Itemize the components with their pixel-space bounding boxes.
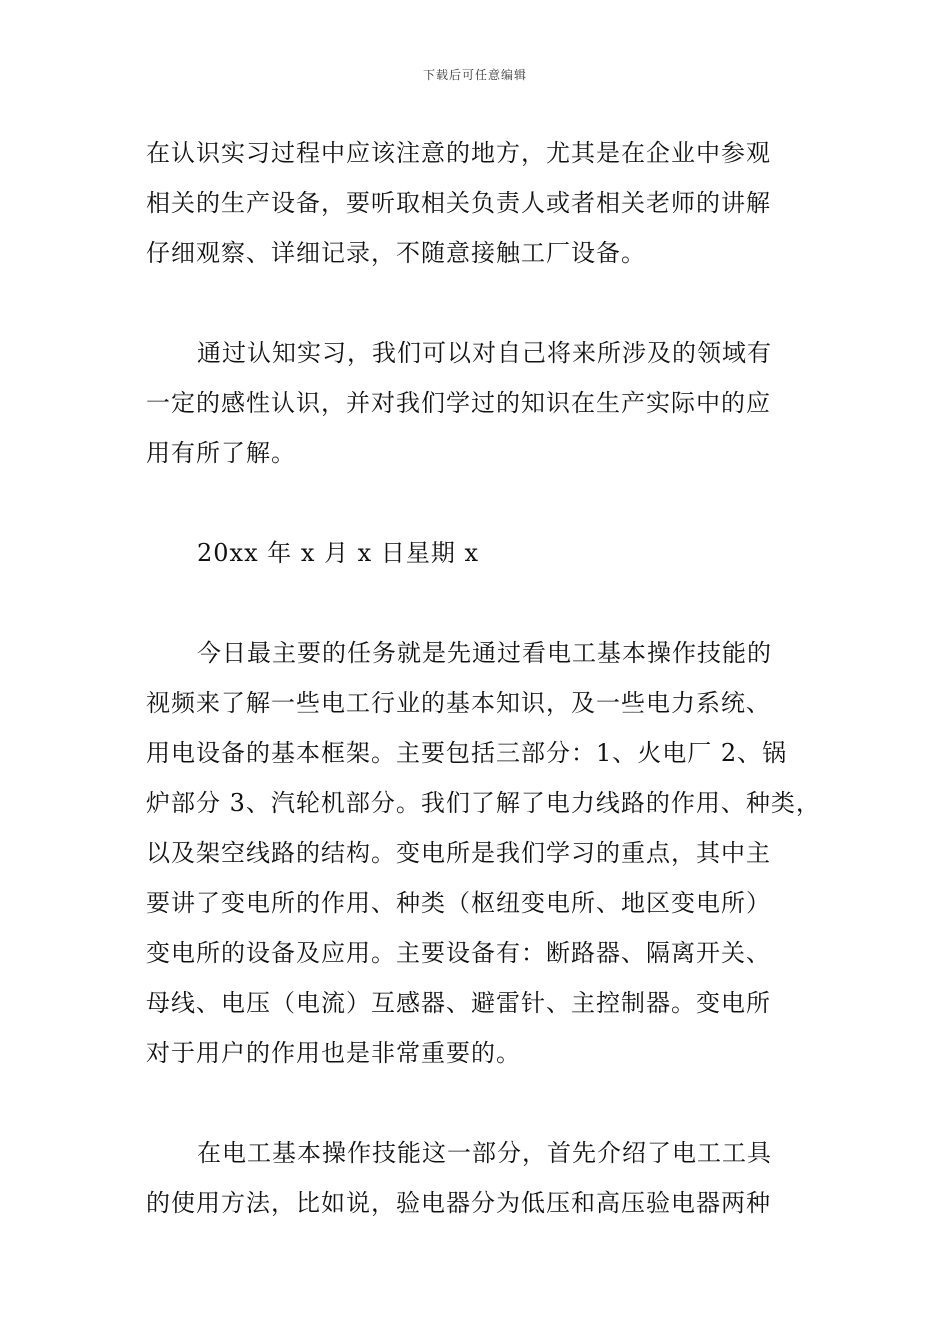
header-note: 下载后可任意编辑 — [422, 68, 527, 82]
paragraph-gap — [146, 278, 812, 328]
paragraph-line: 对于用户的作用也是非常重要的。 — [146, 1039, 521, 1067]
paragraph-1 — [146, 128, 812, 278]
paragraph-line: 以及架空线路的结构。变电所是我们学习的重点，其中主 — [146, 839, 771, 867]
paragraph-line: 用有所了解。 — [146, 439, 296, 467]
paragraph-gap — [146, 578, 812, 628]
paragraph-gap — [146, 1078, 812, 1128]
paragraph-gap — [146, 478, 812, 528]
paragraph-2 — [146, 328, 812, 478]
paragraph-line: 通过认知实习，我们可以对自己将来所涉及的领域有 — [197, 339, 772, 367]
paragraph-line: 用电设备的基本框架。主要包括三部分：1、火电厂 2、锅 — [146, 739, 788, 767]
date-line: 20xx 年 x 月 x 日星期 x — [197, 539, 479, 567]
paragraph-4 — [146, 628, 821, 1078]
paragraph-line: 母线、电压（电流）互感器、避雷针、主控制器。变电所 — [146, 989, 771, 1017]
paragraph-line: 今日最主要的任务就是先通过看电工基本操作技能的 — [197, 639, 772, 667]
paragraph-line: 在电工基本操作技能这一部分，首先介绍了电工工具 — [197, 1139, 772, 1167]
date-paragraph — [146, 528, 812, 578]
paragraph-line: 变电所的设备及应用。主要设备有：断路器、隔离开关、 — [146, 939, 771, 967]
paragraph-line: 视频来了解一些电工行业的基本知识，及一些电力系统、 — [146, 689, 771, 717]
document-body — [146, 128, 821, 1228]
paragraph-line: 仔细观察、详细记录，不随意接触工厂设备。 — [146, 239, 646, 267]
paragraph-line: 炉部分 3、汽轮机部分。我们了解了电力线路的作用、种类， — [146, 789, 821, 817]
paragraph-5 — [146, 1128, 812, 1228]
paragraph-line: 要讲了变电所的作用、种类（枢纽变电所、地区变电所） — [146, 889, 771, 917]
paragraph-line: 相关的生产设备，要听取相关负责人或者相关老师的讲解 — [146, 189, 771, 217]
paragraph-line: 一定的感性认识，并对我们学过的知识在生产实际中的应 — [146, 389, 771, 417]
paragraph-line: 在认识实习过程中应该注意的地方，尤其是在企业中参观 — [146, 139, 771, 167]
paragraph-line: 的使用方法，比如说，验电器分为低压和高压验电器两种 — [146, 1189, 771, 1217]
